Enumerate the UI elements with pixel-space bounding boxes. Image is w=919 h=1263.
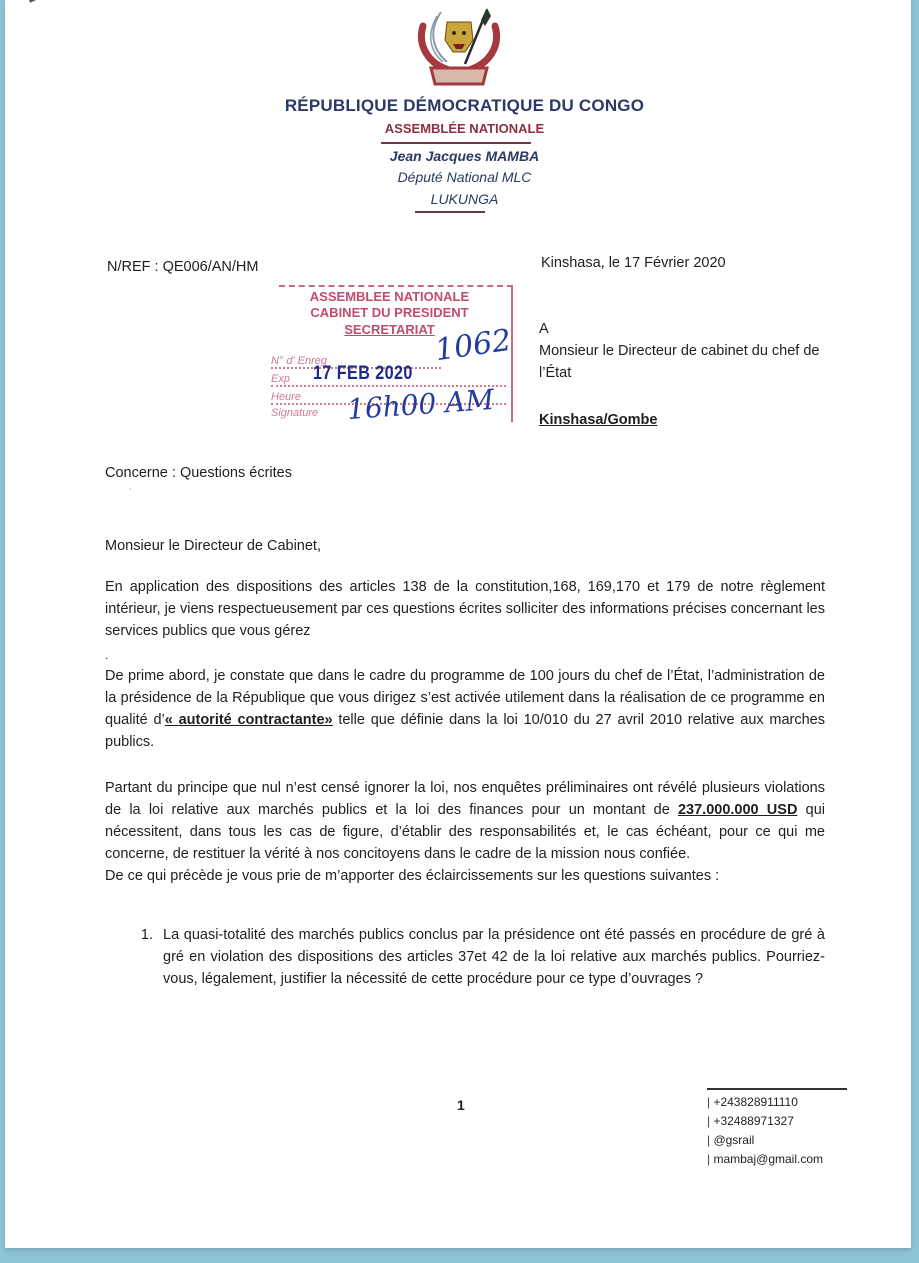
stamp-field-heure: Heure (271, 391, 506, 405)
question-text: La quasi-totalité des marchés publics conclus par la présidence ont été passés en procédure de gré à gré en violation des dispositions des articles 37et 42 de la loi relative aux marchés publics. Pourriez-vous, légalement, justifier la nécessité de cette procédure pour ce type d’ouvrages ? (163, 927, 825, 987)
corner-mark (29, 0, 50, 3)
paragraph-violations-start: Partant du principe que nul n’est censé ignorer la loi, nos enquêtes préliminaires ont révélé plusieurs violations de la loi relative aux marchés publics et la loi des finances pour un montant de (105, 780, 825, 818)
stamp-field-enreg: N° d' Enreg (271, 355, 441, 369)
reception-stamp (267, 285, 512, 433)
subject-line: Concerne : Questions écrites (105, 465, 292, 481)
stamp-date: 17 FEB 2020 (313, 363, 413, 384)
stamp-field-exp: Exp (271, 373, 506, 387)
handwritten-registration-number: 1062 (432, 322, 514, 369)
stamp-line-assembly: ASSEMBLEE NATIONALE (309, 289, 470, 304)
stray-mark: ˈ (129, 488, 133, 499)
author-role: Député National MLC (397, 169, 532, 185)
contact-email: | mambaj@gmail.com (707, 1150, 823, 1169)
coat-of-arms-emblem (409, 6, 509, 88)
questions-list (105, 924, 825, 990)
stray-dot: . (105, 648, 109, 662)
stamp-line-cabinet: CABINET DU PRESIDENT (310, 305, 469, 320)
contact-block (707, 1093, 823, 1169)
paragraph-intro: En application des dispositions des articles 138 de la constitution,168, 169,170 et 179 de notre règlement intérieur, je viens respectueusement par ces questions écrites solliciter des informations précises concernant les services publics que vous gérez (105, 579, 825, 639)
recipient-prefix: A (539, 321, 549, 337)
document-page (5, 0, 911, 1248)
recipient-name: Monsieur le Directeur de cabinet du chef de l’État (539, 343, 820, 381)
question-item (105, 924, 825, 990)
paragraph-violations-end: qui nécessitent, dans tous les cas de figure, d’établir des responsabilités et, le cas échéant, pour ce qui me concerne, de restituer la vérité à nos concitoyens dans le cadre de la mission nous confiée. (105, 802, 825, 862)
constituency: LUKUNGA (430, 191, 499, 207)
header-divider (381, 142, 531, 144)
contracting-authority-emphasis: « autorité contractante» (164, 712, 333, 728)
contact-divider (707, 1088, 847, 1090)
place-date: Kinshasa, le 17 Février 2020 (541, 255, 726, 271)
constituency-divider (415, 211, 485, 213)
stamp-field-signature: Signature (271, 407, 319, 419)
paragraph-request: De ce qui précède je vous prie de m’apporter des éclaircissements sur les questions suivantes : (105, 868, 720, 884)
institution-title: ASSEMBLÉE NATIONALE (384, 121, 545, 136)
paragraph-context (105, 665, 825, 753)
contact-phone-be: | +32488971327 (707, 1112, 823, 1131)
salutation: Monsieur le Directeur de Cabinet, (105, 538, 321, 554)
amount-emphasis: 237.000.000 USD (677, 802, 798, 818)
paragraph-context-start: De prime abord, je constate que dans le cadre du programme de 100 jours du chef de l’État, l’administration de la présidence de la République que vous dirigez s’est activée utilement dans la réalisation de ce programme en qualité d’ (105, 668, 825, 728)
question-number: 1. (140, 927, 153, 943)
reference-number: N/REF : QE006/AN/HM (107, 259, 259, 275)
contact-phone-drc: | +243828911110 (707, 1093, 823, 1112)
recipient-block (539, 318, 839, 384)
stamp-line-secretariat: SECRETARIAT (344, 322, 435, 337)
handwritten-time: 16h00 AM (346, 382, 496, 427)
author-name: Jean Jacques MAMBA (389, 148, 540, 164)
paragraph-context-end: telle que définie dans la loi 10/010 du 27 avril 2010 relative aux marches publics. (105, 712, 825, 750)
country-title: RÉPUBLIQUE DÉMOCRATIQUE DU CONGO (284, 96, 645, 115)
paragraph-violations (105, 777, 825, 865)
recipient-city: Kinshasa/Gombe (539, 412, 658, 428)
page-number: 1 (457, 1097, 465, 1113)
contact-social: | @gsrail (707, 1131, 823, 1150)
